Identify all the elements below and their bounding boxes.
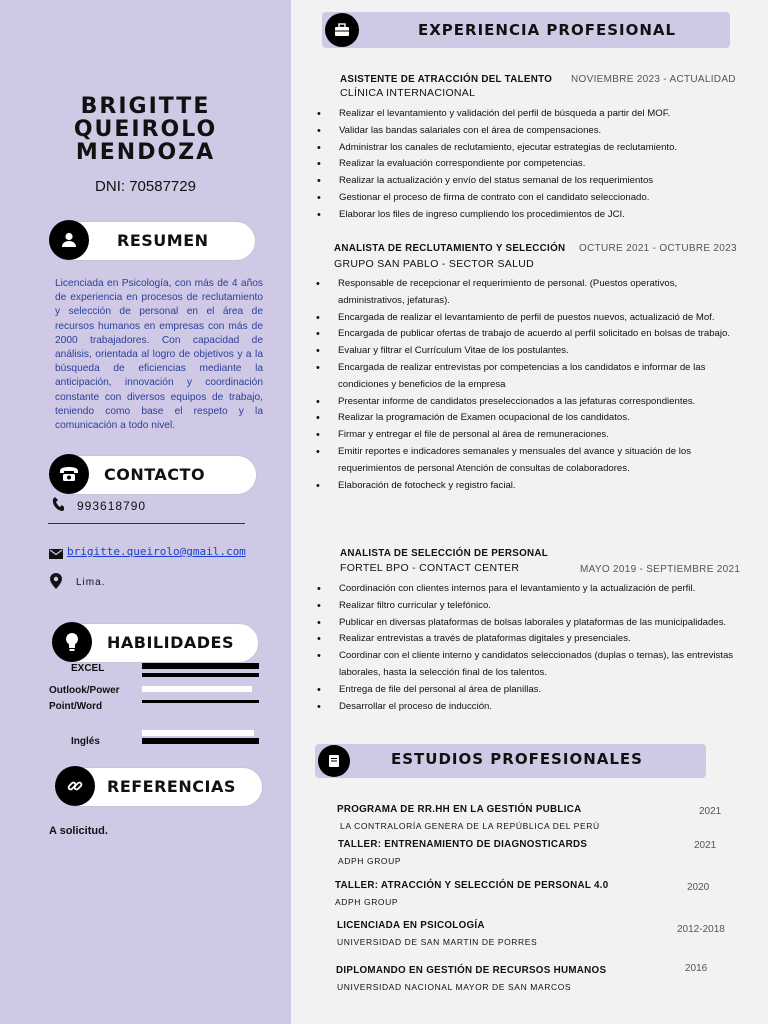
skill-bar-word — [142, 700, 259, 703]
estudios-title: ESTUDIOS PROFESIONALES — [391, 750, 643, 768]
list-item: • Desarrollar el proceso de inducción. — [317, 699, 734, 716]
list-item: • Entrega de file del personal al área de planillas. — [317, 682, 734, 699]
skill-bar-excel — [142, 663, 259, 669]
list-item: • Presentar informe de candidatos preseleccionados a las jefaturas correspondientes. — [316, 394, 735, 411]
divider — [48, 523, 245, 524]
list-item: • Firmar y entregar el file de personal al área de remuneraciones. — [316, 427, 735, 444]
lightbulb-icon — [52, 622, 92, 662]
edu-year: 2012-2018 — [677, 924, 725, 935]
list-item: • Gestionar el proceso de firma de contrato con el candidato seleccionado. — [317, 190, 737, 207]
list-item: • Elaboración de fotocheck y registro facial. — [316, 478, 735, 495]
references-text: A solicitud. — [49, 825, 108, 837]
sidebar — [0, 0, 291, 1024]
resumen-title: RESUMEN — [117, 231, 209, 250]
job-bullets — [317, 106, 737, 224]
edu-year: 2016 — [685, 963, 708, 974]
edu-title: TALLER: ATRACCIÓN Y SELECCIÓN DE PERSONAL 4.0 — [335, 880, 609, 891]
edu-institution: LA CONTRALORÍA GENERA DE LA REPÚBLICA DEL PERÚ — [340, 821, 600, 831]
edu-title: PROGRAMA DE RR.HH EN LA GESTIÓN PUBLICA — [337, 804, 582, 815]
list-item: • Validar las bandas salariales con el área de compensaciones. — [317, 123, 737, 140]
referencias-title: REFERENCIAS — [107, 777, 236, 796]
link-icon — [55, 766, 95, 806]
contacto-header — [50, 455, 257, 495]
name-line-2: QUEIROLO — [73, 117, 218, 142]
experiencia-header — [322, 12, 730, 48]
phone-icon — [49, 454, 89, 494]
job-title: ANALISTA DE RECLUTAMIENTO Y SELECCIÓN — [334, 243, 566, 254]
edu-institution: UNIVERSIDAD NACIONAL MAYOR DE SAN MARCOS — [337, 982, 572, 992]
list-item: • Realizar el levantamiento y validación del perfil de búsqueda a partir del MOF. — [317, 106, 737, 123]
edu-title: DIPLOMANDO EN GESTIÓN DE RECURSOS HUMANOS — [336, 965, 607, 976]
skill-label-ingles: Inglés — [71, 736, 100, 747]
skill-label-word: Point/Word — [49, 701, 103, 712]
list-item: • Realizar la evaluación correspondiente por competencias. — [317, 156, 737, 173]
job-bullets — [316, 276, 735, 494]
mail-icon — [49, 546, 63, 564]
habilidades-title: HABILIDADES — [107, 633, 234, 652]
skill-label-excel: EXCEL — [71, 663, 105, 674]
book-icon — [318, 745, 350, 777]
list-item: • Realizar la actualización y envío del status semanal de los requerimientos — [317, 173, 737, 190]
job-date: MAYO 2019 - SEPTIEMBRE 2021 — [580, 564, 741, 575]
location-pin-icon — [50, 573, 62, 594]
job-title: ANALISTA DE SELECCIÓN DE PERSONAL — [340, 548, 549, 559]
resumen-header — [50, 221, 256, 261]
edu-title: LICENCIADA EN PSICOLOGÍA — [337, 920, 485, 931]
list-item: • Encargada de realizar entrevistas por competencias a los candidatos e informar de las condiciones y beneficios de la empresa — [316, 360, 735, 394]
job-company: CLÍNICA INTERNACIONAL — [340, 87, 476, 99]
list-item: • Encargada de realizar el levantamiento de perfil de puestos nuevos, actualizació de Mof. — [316, 310, 735, 327]
name-line-1: BRIGITTE — [80, 94, 211, 119]
list-item: • Coordinar con el cliente interno y candidatos seleccionados (duplas o ternas), las entrevistas laborales, hasta la selección final de los talentos. — [317, 648, 734, 682]
skill-label-outlook: Outlook/Power — [49, 685, 120, 696]
edu-year: 2020 — [687, 882, 710, 893]
list-item: • Realizar la programación de Examen ocupacional de los candidatos. — [316, 410, 735, 427]
edu-year: 2021 — [699, 806, 722, 817]
job-company: FORTEL BPO - CONTACT CENTER — [340, 562, 520, 574]
job-date: NOVIEMBRE 2023 - ACTUALIDAD — [571, 74, 736, 85]
summary-text: Licenciada en Psicología, con más de 4 años de experiencia en procesos de reclutamiento y selección de personal en el área de recursos humanos en empresas con más de 2000 trabajadores. Con capacidad de análisis, orientada al logro de objetivos y a la búsqueda de eficiencias mediante la anticipación, innovación y coordinación constante con diversos equipos de trabajo, teniendo como base el respeto y la comunicación a todo nivel. — [55, 278, 263, 432]
handset-icon — [52, 496, 64, 517]
dni: DNI: 70587729 — [95, 178, 196, 195]
list-item: • Realizar entrevistas a través de plataformas digitales y presenciales. — [317, 631, 734, 648]
list-item: • Realizar filtro curricular y telefónico. — [317, 598, 734, 615]
skill-bar-excel-under — [142, 673, 259, 677]
edu-institution: UNIVERSIDAD DE SAN MARTIN DE PORRES — [337, 937, 538, 947]
job-bullets — [317, 581, 734, 715]
list-item: • Responsable de recepcionar el requerimiento de personal. (Puestos operativos, administrativos, jefaturas). — [316, 276, 735, 310]
list-item: • Emitir reportes e indicadores semanales y mensuales del avance y situación de los requerimientos de personal Atención de consultas de colaboradores. — [316, 444, 735, 478]
list-item: • Encargada de publicar ofertas de trabajo de acuerdo al perfil solicitado en bolsas de trabajo. — [316, 326, 735, 343]
habilidades-header — [53, 623, 259, 663]
email-link[interactable]: brigitte.queirolo@gmail.com — [67, 545, 246, 558]
edu-title: TALLER: ENTRENAMIENTO DE DIAGNOSTICARDS — [338, 839, 588, 850]
list-item: • Coordinación con clientes internos para el levantamiento y la actualización de perfil. — [317, 581, 734, 598]
phone-number: 993618790 — [77, 499, 147, 513]
edu-institution: ADPH GROUP — [335, 897, 399, 907]
edu-institution: ADPH GROUP — [338, 856, 402, 866]
skill-bar-ingles — [142, 738, 259, 744]
skill-bar-ingles-light — [142, 730, 254, 736]
briefcase-icon — [325, 13, 359, 47]
job-title: ASISTENTE DE ATRACCIÓN DEL TALENTO — [340, 74, 553, 85]
referencias-header — [56, 767, 263, 807]
list-item: • Evaluar y filtrar el Currículum Vitae de los postulantes. — [316, 343, 735, 360]
skill-bar-outlook — [142, 686, 252, 692]
job-company: GRUPO SAN PABLO - SECTOR SALUD — [334, 258, 534, 270]
main-column — [291, 0, 768, 1024]
location: Lima. — [76, 577, 106, 588]
edu-year: 2021 — [694, 840, 717, 851]
list-item: • Elaborar los files de ingreso cumpliendo los procedimientos de JCI. — [317, 207, 737, 224]
list-item: • Administrar los canales de reclutamiento, ejecutar estrategias de reclutamiento. — [317, 140, 737, 157]
experiencia-title: EXPERIENCIA PROFESIONAL — [418, 21, 677, 39]
estudios-header — [315, 744, 706, 778]
user-icon — [49, 220, 89, 260]
list-item: • Publicar en diversas plataformas de bolsas laborales y plataformas de las municipalidades. — [317, 615, 734, 632]
job-date: OCTURE 2021 - OCTUBRE 2023 — [579, 243, 737, 254]
name-line-3: MENDOZA — [75, 140, 216, 165]
contacto-title: CONTACTO — [104, 465, 206, 484]
